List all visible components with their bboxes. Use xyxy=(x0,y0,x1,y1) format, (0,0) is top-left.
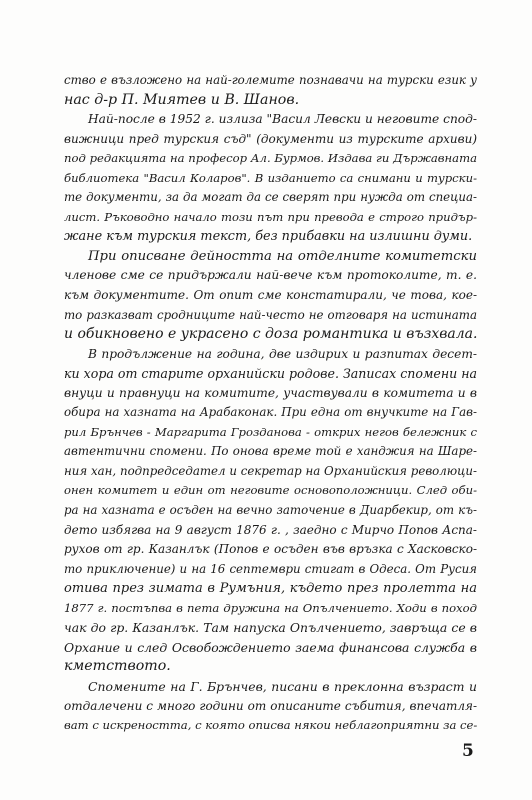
text-line: онен комитет и един от неговите основоположници. След оби- xyxy=(64,483,477,498)
text-line: ния хан, подпредседател и секретар на Орханийския революци- xyxy=(64,463,477,478)
text-line: рил Брънчев - Маргарита Грозданова - открих негов бележник с xyxy=(64,424,477,439)
text-line: 1877 г. постъпва в пета дружина на Опълчението. Ходи в поход xyxy=(64,600,477,615)
text-line: и обикновено е украсено с доза романтика и възхвала. xyxy=(64,326,478,343)
text-line: то приключение) и на 16 септември стигат в Одеса. От Русия xyxy=(64,561,477,576)
text-line: кметството. xyxy=(64,658,171,675)
text-line: членове сме се придържали най-вече към протоколите, т. е. xyxy=(64,268,477,283)
text-line: внуци и правнуци на комитите, участвували в комитета и в xyxy=(64,385,477,400)
page-number: 5 xyxy=(462,741,474,761)
text-line: жане към турския текст, без прибавки на излишни думи. xyxy=(64,229,473,245)
text-line: ват с искреността, с която описва някои неблагоприятни за се- xyxy=(64,718,478,733)
text-line: ки хора от старите орханийски родове. Записах спомени на xyxy=(64,366,478,382)
text-line: то разказват сродниците най-често не отговаря на истината xyxy=(64,307,477,322)
text-line: библиотека "Васил Коларов". В изданието са снимани и турски- xyxy=(64,170,477,185)
text-line: под редакцията на професор Ал. Бурмов. Издава ги Държавната xyxy=(64,151,477,166)
text-line: нас д-р П. Миятев и В. Шанов. xyxy=(64,91,300,108)
text-line: отдалечени с много години от описаните събития, впечатля- xyxy=(64,698,477,713)
text-line: отива през зимата в Румъния, където през пролетта на xyxy=(64,581,477,597)
text-line: В продължение на година, две издирих и разпитах десет- xyxy=(88,346,477,361)
text-line: обира на хазната на Арабаконак. При една от внучките на Гав- xyxy=(64,405,477,420)
text-line: Най-после в 1952 г. излиза "Васил Левски и неговите спод- xyxy=(88,112,477,127)
text-line: вижници пред турския съд" (документи из турските архиви) xyxy=(64,131,477,146)
text-line: лист. Ръководно начало този път при превода е строго придър- xyxy=(64,209,477,224)
text-line: Спомените на Г. Брънчев, писани в преклонна възраст и xyxy=(88,678,477,694)
text-line: Орхание и след Освобождението заема финансова служба в xyxy=(64,639,477,655)
text-line: чак до гр. Казанлък. Там напуска Опълчението, завръща се в xyxy=(64,620,477,636)
text-line: дето избягва на 9 август 1876 г. , заедно с Мирчо Попов Аспа- xyxy=(64,522,477,537)
text-line: ство е възложено на най-големите познавачи на турски език у xyxy=(64,73,477,87)
text-line: При описване дейността на отделните комитетски xyxy=(88,248,477,264)
text-line: към документите. От опит сме констатирали, че това, кое- xyxy=(64,288,477,303)
body-text xyxy=(64,71,477,736)
text-line: ра на хазната е осъден на вечно заточение в Диарбекир, от къ- xyxy=(64,503,477,518)
text-line: те документи, за да могат да се сверят при нужда от специа- xyxy=(64,190,477,205)
text-line: рухов от гр. Казанлък (Попов е осъден във връзка с Хасковско- xyxy=(64,542,477,557)
text-line: автентични спомени. По онова време той е ханджия на Шаре- xyxy=(64,444,477,459)
